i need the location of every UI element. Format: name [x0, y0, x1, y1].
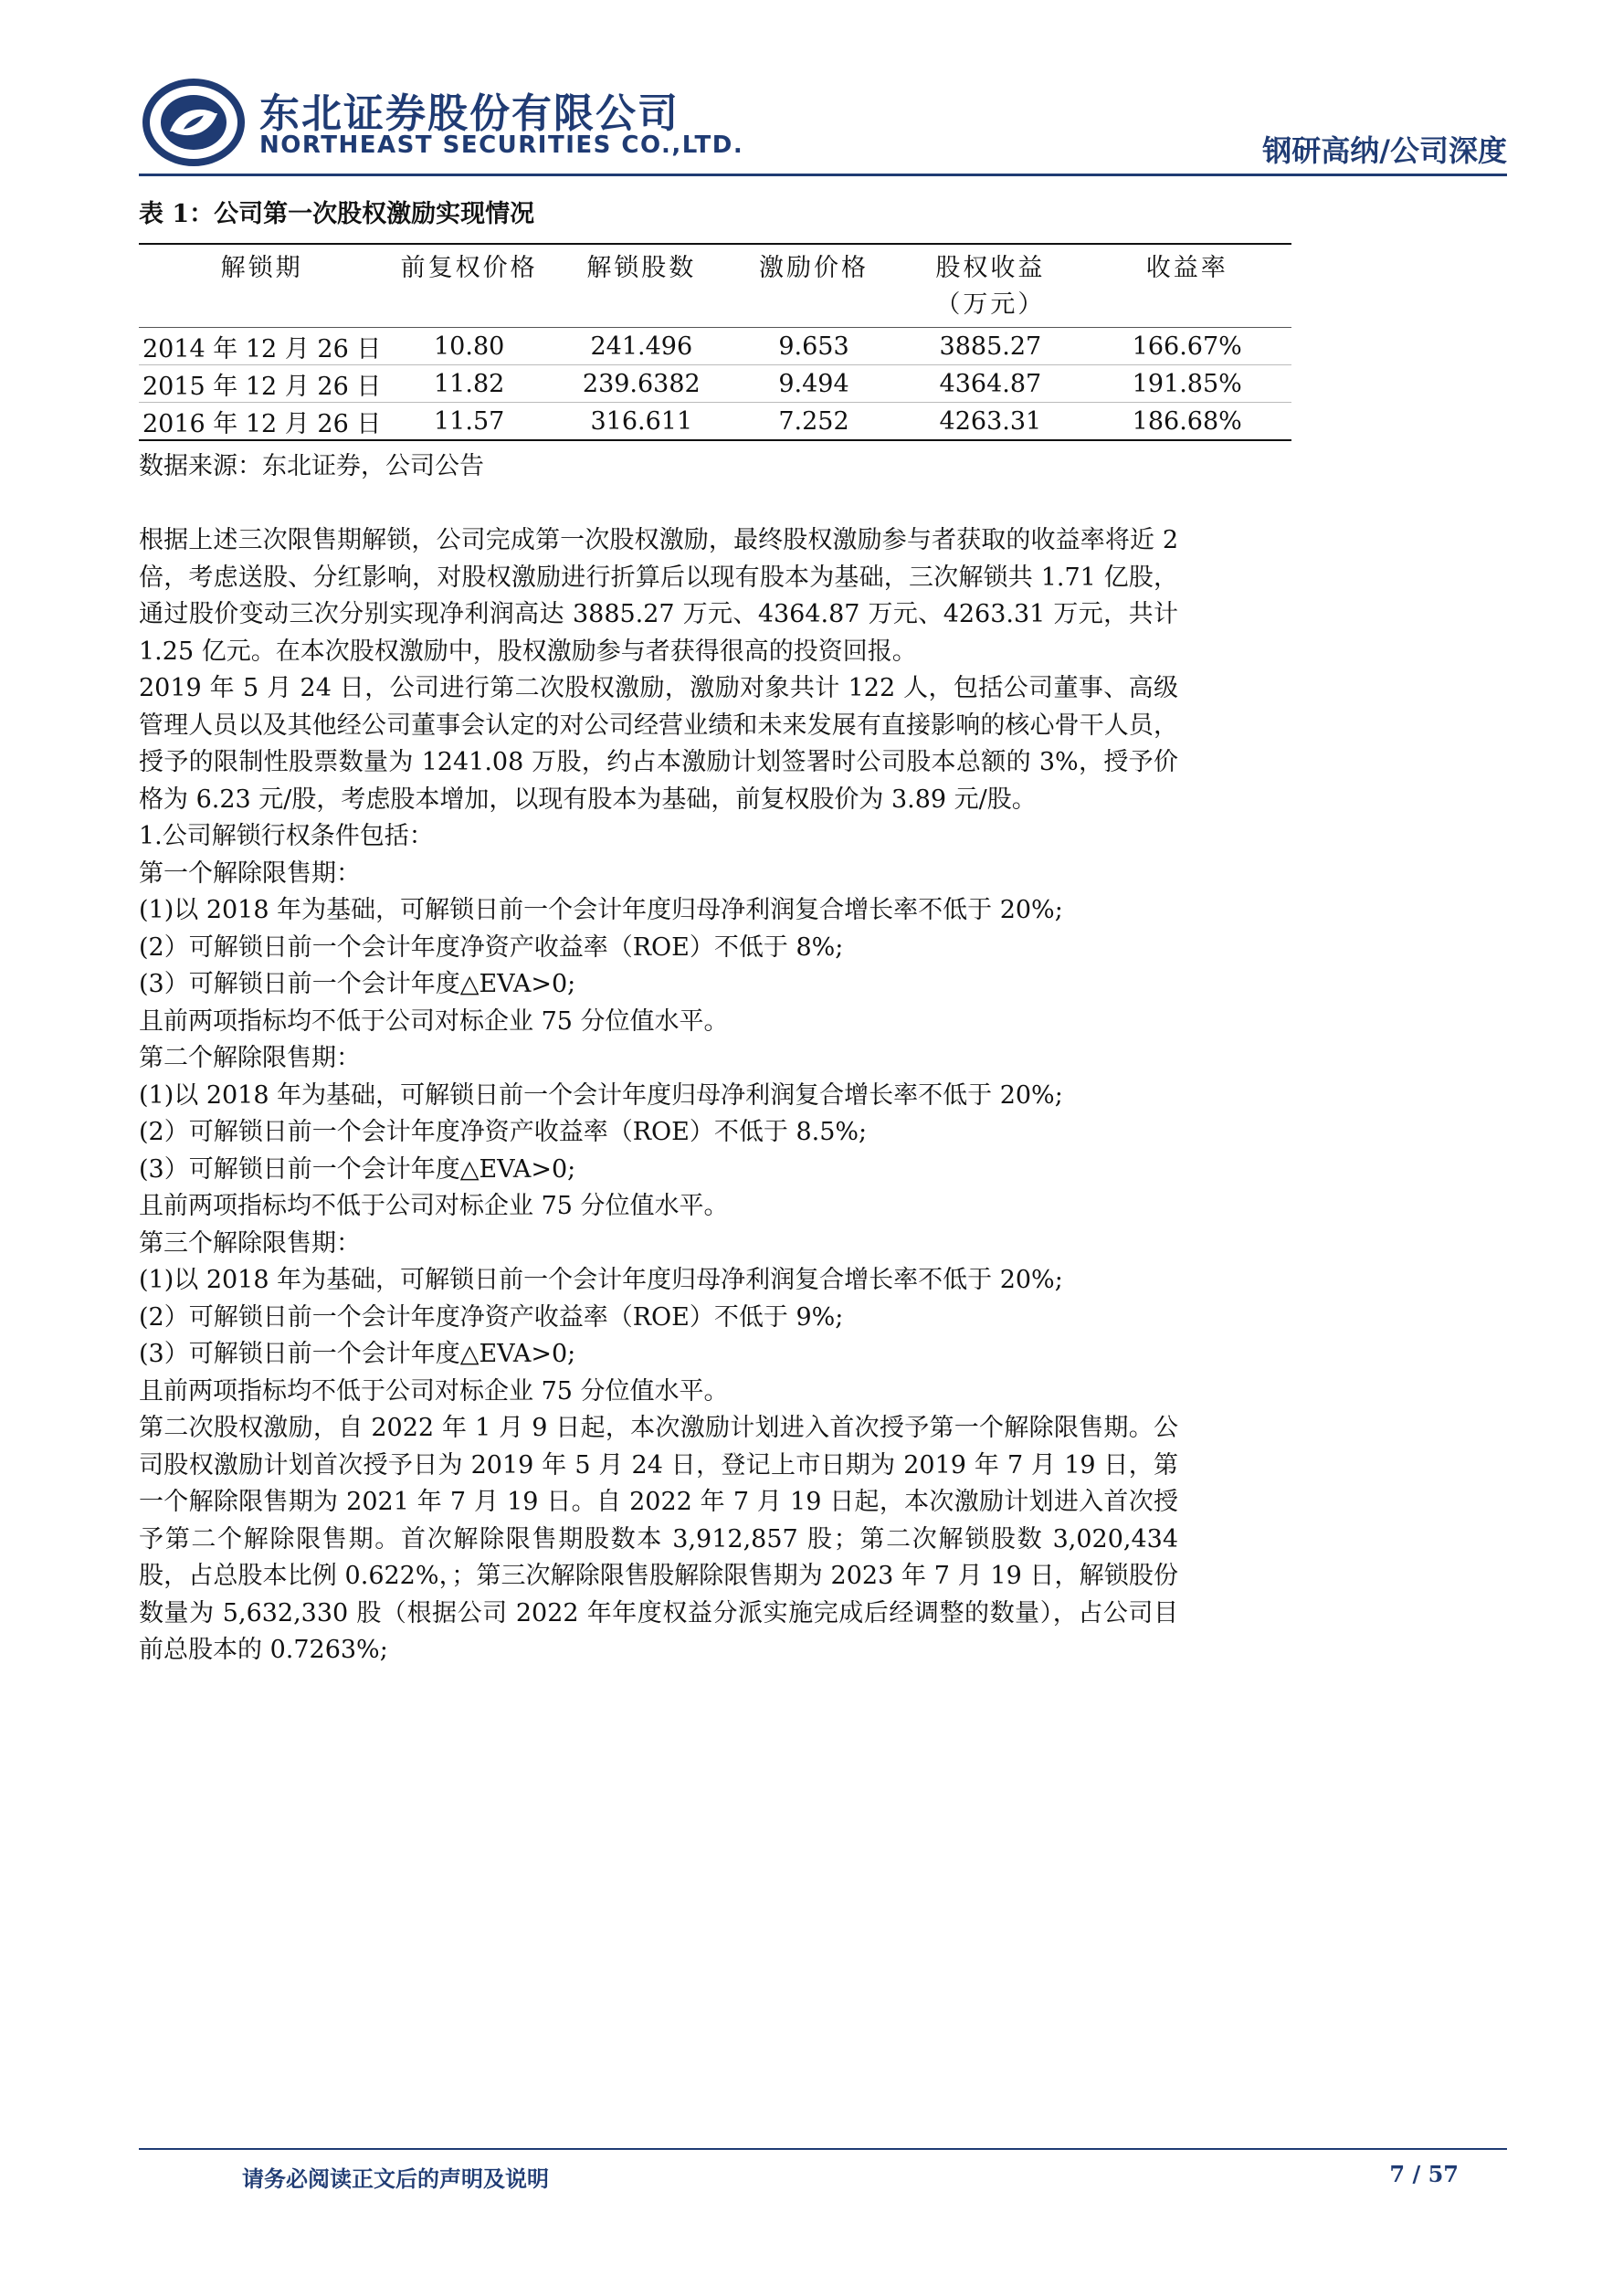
- paragraph: (1)以 2018 年为基础，可解锁日前一个会计年度归母净利润复合增长率不低于 20%;: [139, 896, 1063, 924]
- northeast-securities-logo-icon: [142, 79, 245, 166]
- paragraph: (3）可解锁日前一个会计年度△EVA>0;: [139, 1154, 576, 1184]
- column-header: 收益率: [1082, 244, 1291, 328]
- table-header-row: [139, 244, 1291, 328]
- column-header: 股权收益 （万元）: [898, 244, 1082, 328]
- paragraph: 第二次股权激励，自 2022 年 1 月 9 日起，本次激励计划进入首次授予第一个解除限售期。公司股权激励计划首次授予日为 2019 年 5 月 24 日，登记上市日期为 2019 年 7 月 19 日，第一个解除限售期为 2021 年 7 月 19 日。自 2022 年 7 月 19 日起，本次激励计划进入首次授予第二个解除限售期。首次解除限售期股数本 3,912,857 股；第二次解锁股数 3,020,434 股，占总股本比例 0.622%，；第三次解除限售股解除限售期为 2023 年 7 月 19 日，解锁股份数量为 5,632,330 股（根据公司 2022 年年度权益分派实施完成后经调整的数量），占公司目前总股本的 0.7263%;: [139, 1414, 1178, 1664]
- body-text: [139, 522, 1178, 1669]
- column-header: 激励价格: [730, 244, 899, 328]
- paragraph: 1.公司解锁行权条件包括：: [139, 822, 434, 850]
- paragraph: 第一个解除限售期：: [139, 858, 361, 888]
- table-cell: 7.252: [730, 403, 899, 441]
- table-cell: 11.82: [385, 365, 553, 403]
- page-header: [139, 73, 1507, 174]
- table-cell: 186.68%: [1082, 403, 1291, 441]
- paragraph: (2）可解锁日前一个会计年度净资产收益率（ROE）不低于 8.5%;: [139, 1118, 868, 1146]
- table-cell: 2014 年 12 月 26 日: [139, 328, 385, 365]
- table-cell: 2015 年 12 月 26 日: [139, 365, 385, 403]
- paragraph: (1)以 2018 年为基础，可解锁日前一个会计年度归母净利润复合增长率不低于 20%;: [139, 1080, 1063, 1110]
- table-cell: 9.494: [730, 365, 899, 403]
- table-cell: 316.611: [553, 403, 730, 441]
- paragraph: 根据上述三次限售期解锁，公司完成第一次股权激励，最终股权激励参与者获取的收益率将近 2 倍，考虑送股、分红影响，对股权激励进行折算后以现有股本为基础，三次解锁共 1.71 亿股，通过股价变动三次分别实现净利润高达 3885.27 万元、4364.87 万元、4263.31 万元，共计 1.25 亿元。在本次股权激励中，股权激励参与者获得很高的投资回报。: [139, 526, 1178, 666]
- paragraph: (3）可解锁日前一个会计年度△EVA>0;: [139, 970, 576, 998]
- table-cell: 191.85%: [1082, 365, 1291, 403]
- table-row: [139, 365, 1291, 403]
- company-name-en: NORTHEAST SECURITIES CO.,LTD.: [259, 132, 744, 159]
- table-cell: 11.57: [385, 403, 553, 441]
- table-cell: 10.80: [385, 328, 553, 365]
- footer-divider: [139, 2148, 1507, 2150]
- paragraph: 且前两项指标均不低于公司对标企业 75 分位值水平。: [139, 1192, 729, 1220]
- column-header: 解锁股数: [553, 244, 730, 328]
- equity-incentive-table: [139, 243, 1291, 441]
- table-cell: 4364.87: [898, 365, 1082, 403]
- paragraph: (2）可解锁日前一个会计年度净资产收益率（ROE）不低于 8%;: [139, 932, 844, 962]
- company-name-cn: 东北证券股份有限公司: [259, 90, 680, 137]
- table-cell: 3885.27: [898, 328, 1082, 365]
- table-cell: 241.496: [553, 328, 730, 365]
- table-row: [139, 403, 1291, 441]
- table-cell: 4263.31: [898, 403, 1082, 441]
- paragraph: 且前两项指标均不低于公司对标企业 75 分位值水平。: [139, 1006, 729, 1036]
- paragraph: 2019 年 5 月 24 日，公司进行第二次股权激励，激励对象共计 122 人，包括公司董事、高级管理人员以及其他经公司董事会认定的对公司经营业绩和未来发展有直接影响的核心骨干人员，授予的限制性股票数量为 1241.08 万股，约占本激励计划签署时公司股本总额的 3%，授予价格为 6.23 元/股，考虑股本增加，以现有股本为基础，前复权股价为 3.89 元/股。: [139, 674, 1178, 814]
- paragraph: (1)以 2018 年为基础，可解锁日前一个会计年度归母净利润复合增长率不低于 20%;: [139, 1266, 1063, 1294]
- table-title: 表 1：公司第一次股权激励实现情况: [139, 200, 535, 228]
- paragraph: (3）可解锁日前一个会计年度△EVA>0;: [139, 1340, 576, 1368]
- column-header: 解锁期: [139, 244, 385, 328]
- report-tag: 钢研高纳/公司深度: [1262, 133, 1507, 168]
- table-cell: 9.653: [730, 328, 899, 365]
- column-header: 前复权价格: [385, 244, 553, 328]
- page-number: 7 / 57: [1389, 2161, 1459, 2187]
- paragraph: 且前两项指标均不低于公司对标企业 75 分位值水平。: [139, 1376, 729, 1406]
- table-cell: 2016 年 12 月 26 日: [139, 403, 385, 441]
- table-cell: 166.67%: [1082, 328, 1291, 365]
- disclaimer-note: 请务必阅读正文后的声明及说明: [242, 2166, 549, 2192]
- header-divider: [139, 174, 1507, 176]
- table-source-note: 数据来源：东北证券，公司公告: [139, 452, 484, 480]
- paragraph: (2）可解锁日前一个会计年度净资产收益率（ROE）不低于 9%;: [139, 1302, 844, 1332]
- paragraph: 第三个解除限售期：: [139, 1228, 361, 1258]
- table-cell: 239.6382: [553, 365, 730, 403]
- table-row: [139, 328, 1291, 365]
- paragraph: 第二个解除限售期：: [139, 1044, 361, 1072]
